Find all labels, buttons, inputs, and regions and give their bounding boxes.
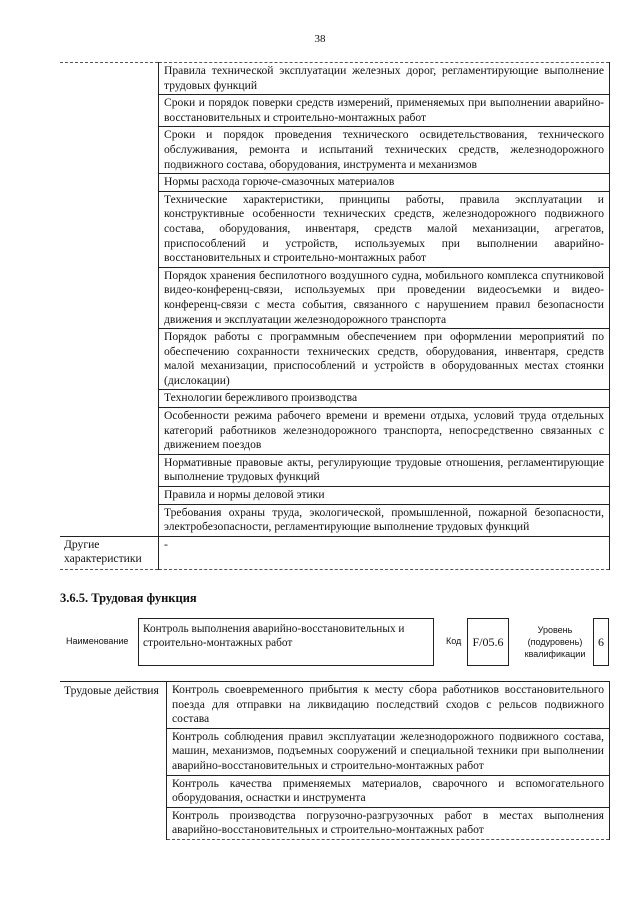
knowledge-item: Порядок работы с программным обеспечением при оформлении мероприятий по обеспечению сохранности технических средств, оборудования, инвентаря, средств малой механизации, приспособлений и устройств в оборудованных местах стоянки (дислокации) xyxy=(159,329,610,390)
function-code: F/05.6 xyxy=(467,618,509,666)
knowledge-label-cell xyxy=(60,63,159,537)
name-label: Наименование xyxy=(66,636,129,646)
knowledge-item: Правила технической эксплуатации железных дорог, регламентирующие выполнение трудовых функций xyxy=(159,63,610,95)
qualification-level: 6 xyxy=(593,618,609,666)
labor-actions-label: Трудовые действия xyxy=(60,682,167,840)
knowledge-item: Сроки и порядок проведения технического освидетельствования, технического обслуживания, ремонта и испытаний технических средств, железнодорожного подвижного состава, оборудования, инструмента и механизмов xyxy=(159,127,610,174)
labor-actions-table xyxy=(60,681,610,840)
knowledge-item: Правила и нормы деловой этики xyxy=(159,487,610,505)
other-characteristics-label: Другие характеристики xyxy=(60,536,159,569)
labor-action-item: Контроль своевременного прибытия к месту сбора работников восстановительного поезда для отправки на ликвидацию последствий сходов с рельсов подвижного состава xyxy=(167,682,610,729)
labor-action-item: Контроль соблюдения правил эксплуатации железнодорожного подвижного состава, машин, механизмов, подъемных сооружений и специальной техники при выполнении аварийно-восстановительных и строительно-монтажных работ xyxy=(167,728,610,775)
level-label: Уровень (подуровень) квалификации xyxy=(524,625,586,659)
code-label: Код xyxy=(446,636,462,646)
page-number: 38 xyxy=(314,33,326,45)
knowledge-item: Порядок хранения беспилотного воздушного судна, мобильного комплекса спутниковой видео-конференц-связи, используемых при проведении видеосъемки и видео-конференц-связи с места события, связанного с нарушением правил безопасности движения и эксплуатации железнодорожного транспорта xyxy=(159,267,610,328)
knowledge-item: Сроки и порядок поверки средств измерений, применяемых при выполнении аварийно-восстановительных и строительно-монтажных работ xyxy=(159,95,610,127)
function-name: Контроль выполнения аварийно-восстановительных и строительно-монтажных работ xyxy=(138,618,434,666)
knowledge-item: Технические характеристики, принципы работы, правила эксплуатации и конструктивные особенности технических средств, железнодорожного подвижного состава, оборудования, инвентаря, средств малой механизации, агрегатов, приспособлений и устройств, используемых при выполнении аварийно-восстановительных и строительно-монтажных работ xyxy=(159,191,610,267)
knowledge-table xyxy=(60,62,610,570)
table-row xyxy=(60,536,610,569)
table-row xyxy=(60,682,610,729)
labor-action-item: Контроль производства погрузочно-разгрузочных работ в местах выполнения аварийно-восстановительных и строительно-монтажных работ xyxy=(167,807,610,839)
labor-action-item: Контроль качества применяемых материалов, сварочного и вспомогательного оборудования, оснастки и инструмента xyxy=(167,775,610,807)
other-characteristics-value: - xyxy=(159,536,610,569)
section-title: 3.6.5. Трудовая функция xyxy=(60,591,197,605)
knowledge-item: Особенности режима рабочего времени и времени отдыха, условий труда отдельных категорий работников железнодорожного транспорта, непосредственно связанных с движением поездов xyxy=(159,408,610,455)
knowledge-item: Требования охраны труда, экологической, промышленной, пожарной безопасности, электробезопасности, регламентирующие выполнение трудовых функций xyxy=(159,504,610,536)
function-header xyxy=(60,616,615,672)
knowledge-item: Нормативные правовые акты, регулирующие трудовые отношения, регламентирующие выполнение трудовых функций xyxy=(159,454,610,486)
knowledge-item: Технологии бережливого производства xyxy=(159,390,610,408)
knowledge-item: Нормы расхода горюче-смазочных материалов xyxy=(159,174,610,192)
table-row xyxy=(60,63,610,95)
